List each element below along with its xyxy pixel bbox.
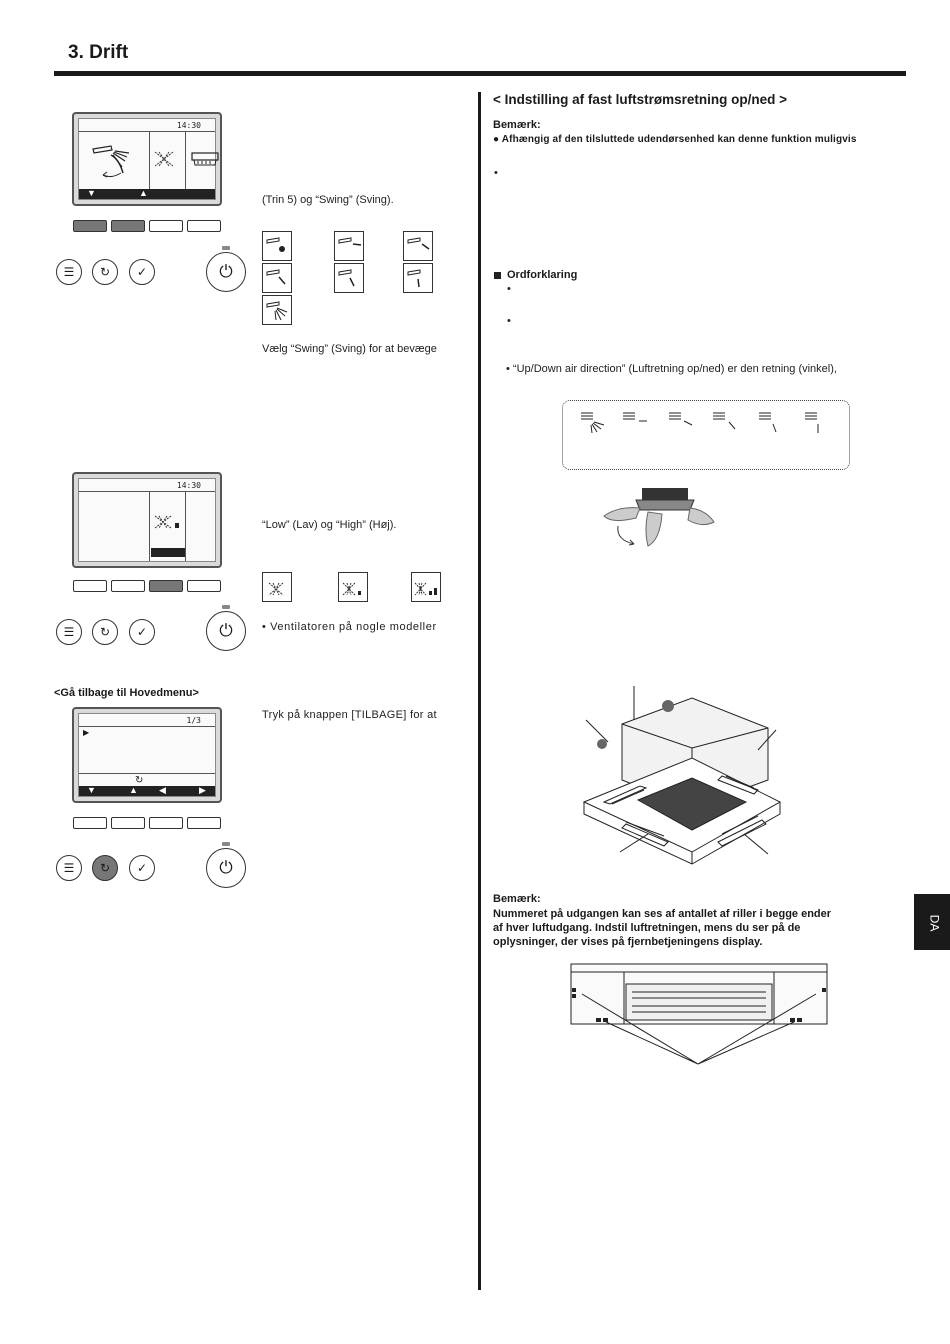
terms-bullet-3: • “Up/Down air direction” (Luftretning op/ned) er den retning (vinkel),: [506, 363, 837, 375]
confirm-button[interactable]: [129, 259, 155, 285]
function-button-f2[interactable]: [111, 580, 145, 592]
fan-auto-icon: [262, 572, 292, 602]
vane-step1-icon: [334, 231, 364, 261]
menu-icon: ☰: [63, 625, 75, 639]
function-button-f4[interactable]: [187, 817, 221, 829]
return-icon: ↻: [135, 775, 144, 786]
fan-text-2: • Ventilatoren på nogle modeller: [262, 621, 437, 633]
terms-heading: Ordforklaring: [507, 269, 578, 281]
bullet: •: [494, 167, 498, 179]
power-button[interactable]: [206, 252, 246, 292]
power-icon: ⏻: [219, 621, 233, 640]
terms-bullet-1: •: [507, 283, 511, 295]
function-button-f2[interactable]: [111, 220, 145, 232]
cassette-unit-illustration: [582, 684, 782, 884]
note-text-2-line1: Nummeret på udgangen kan ses af antallet af riller i begge ender: [493, 908, 832, 920]
function-button-f1[interactable]: [73, 220, 107, 232]
return-icon: ↻: [99, 861, 111, 875]
vane-angle-diagram: [562, 400, 850, 470]
function-button-f2[interactable]: [111, 817, 145, 829]
cursor-icon: ▶: [83, 728, 90, 737]
note-label-1: Bemærk:: [493, 119, 541, 131]
function-bar: ▼ ▲: [79, 189, 215, 199]
vane-step5-icon: [403, 263, 433, 293]
remote-display-2: [72, 472, 222, 568]
return-button[interactable]: [92, 259, 118, 285]
swing-vane-icon: [89, 141, 139, 181]
header-rule: [54, 71, 906, 76]
menu-icon: ☰: [63, 861, 75, 875]
note-text-2-line2: af hver luftudgang. Indstil luftretningen, mens du ser på de: [493, 922, 801, 934]
vane-step3-icon: [262, 263, 292, 293]
function-bar: ▼ ▲ ◀ ▶: [79, 786, 215, 796]
vane-position-icon: [191, 151, 219, 167]
vane-auto-icon: [262, 231, 292, 261]
fan-text-1: “Low” (Lav) og “High” (Høj).: [262, 519, 397, 531]
outlet-diagram: [570, 962, 830, 1066]
fan-speed-icon: [153, 149, 177, 169]
remote-display-3: [72, 707, 222, 803]
language-tab: [914, 894, 950, 950]
fan-high-icon: [411, 572, 441, 602]
function-button-f1[interactable]: [73, 580, 107, 592]
remote-display-1: [72, 112, 222, 206]
section-heading: < Indstilling af fast luftstrømsretning op/ned >: [493, 92, 788, 107]
check-icon: ✓: [136, 861, 148, 875]
function-button-f3[interactable]: [149, 220, 183, 232]
power-icon: ⏻: [219, 858, 233, 877]
note-label-2: Bemærk:: [493, 893, 541, 905]
vane-step2-icon: [403, 231, 433, 261]
return-button[interactable]: [92, 619, 118, 645]
power-button[interactable]: [206, 611, 246, 651]
confirm-button[interactable]: [129, 619, 155, 645]
function-button-f3[interactable]: [149, 817, 183, 829]
menu-button[interactable]: [56, 619, 82, 645]
power-icon: ⏻: [219, 262, 233, 281]
confirm-button[interactable]: [129, 855, 155, 881]
page-title: 3. Drift: [68, 42, 129, 63]
menu-button[interactable]: [56, 855, 82, 881]
airflow-illustration: [598, 486, 720, 548]
power-led: [222, 246, 230, 250]
return-button[interactable]: [92, 855, 118, 881]
display-time: 14:30: [176, 481, 201, 490]
column-divider: [478, 92, 481, 1290]
step-text-1: (Trin 5) og “Swing” (Sving).: [262, 194, 394, 206]
note-text-1: ● Afhængig af den tilsluttede udendørsenhed kan denne funktion muligvis: [493, 134, 857, 145]
step-text-2: Vælg “Swing” (Sving) for at bevæge: [262, 343, 437, 355]
function-button-f1[interactable]: [73, 817, 107, 829]
check-icon: ✓: [136, 265, 148, 279]
power-led: [222, 605, 230, 609]
vane-swing-icon: [262, 295, 292, 325]
menu-icon: ☰: [63, 265, 75, 279]
return-icon: ↻: [99, 625, 111, 639]
return-text: Tryk på knappen [TILBAGE] for at: [262, 709, 437, 721]
function-button-f4[interactable]: [187, 580, 221, 592]
function-button-f4[interactable]: [187, 220, 221, 232]
note-text-2-line3: oplysninger, der vises på fjernbetjeningens display.: [493, 936, 763, 948]
vane-step4-icon: [334, 263, 364, 293]
terms-bullet-2: •: [507, 315, 511, 327]
function-button-f3[interactable]: [149, 580, 183, 592]
fan-low-icon: [338, 572, 368, 602]
return-icon: ↻: [99, 265, 111, 279]
return-heading: <Gå tilbage til Hovedmenu>: [54, 687, 199, 699]
language-tab-label: DA: [927, 914, 942, 932]
display-time: 14:30: [176, 121, 201, 130]
power-led: [222, 842, 230, 846]
fan-speed-low-icon: [153, 513, 183, 531]
square-bullet-icon: [494, 272, 501, 279]
menu-page-indicator: 1/3: [186, 716, 201, 725]
check-icon: ✓: [136, 625, 148, 639]
power-button[interactable]: [206, 848, 246, 888]
menu-button[interactable]: [56, 259, 82, 285]
